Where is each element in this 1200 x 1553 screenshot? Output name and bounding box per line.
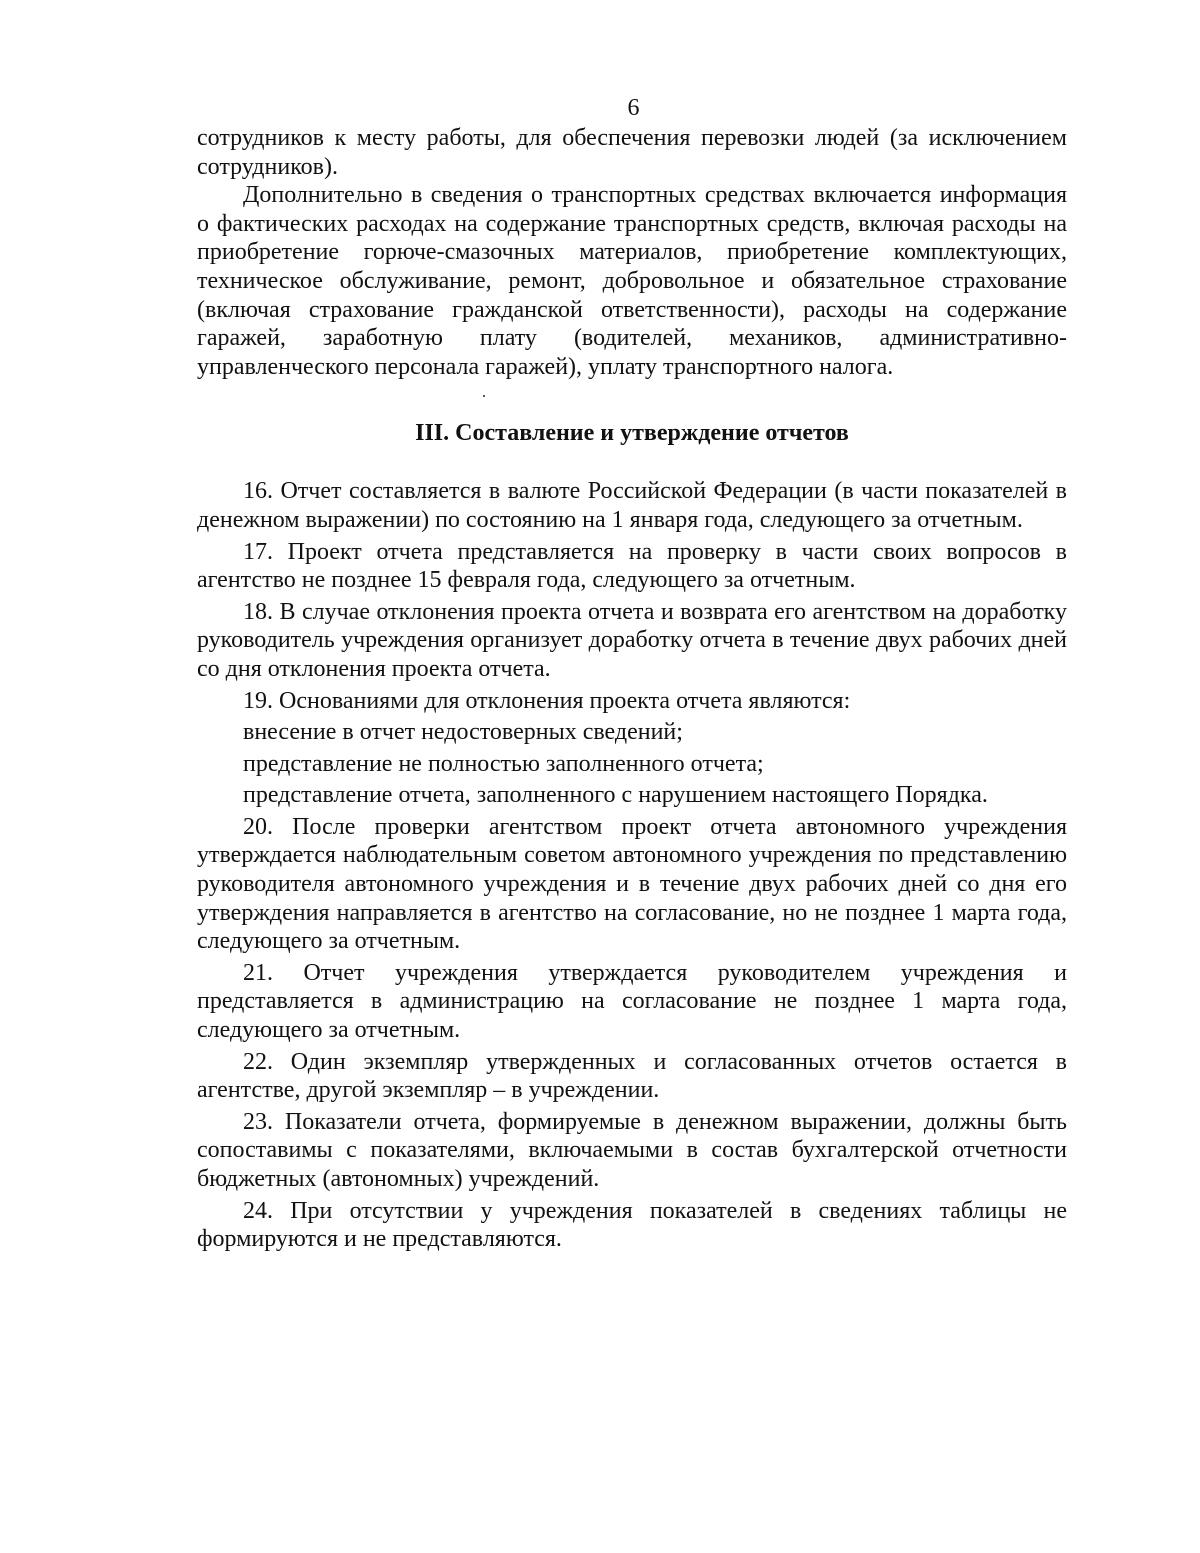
paragraph-continuation: сотрудников к месту работы, для обеспечения перевозки людей (за исключением сотрудников). [197,125,1067,180]
item-16: 16. Отчет составляется в валюте Российской Федерации (в части показателей в денежном выражении) по состоянию на 1 января года, следующего за отчетным. [197,478,1067,533]
section-heading: III. Составление и утверждение отчетов [415,420,849,447]
item-17: 17. Проект отчета представляется на проверку в части своих вопросов в агентство не позднее 15 февраля года, следующего за отчетным. [197,538,1067,594]
item-18: 18. В случае отклонения проекта отчета и возврата его агентством на доработку руководитель учреждения организует доработку отчета в течение двух рабочих дней со дня отклонения проекта отчета. [197,598,1067,682]
item-19-reason-c: представление отчета, заполненного с нарушением настоящего Порядка. [243,782,988,809]
document-body [197,124,1067,1254]
item-19: 19. Основаниями для отклонения проекта отчета являются: [243,687,851,714]
item-20: 20. После проверки агентством проект отчета автономного учреждения утверждается наблюдательным советом автономного учреждения по представлению руководителя автономного учреждения и в течение двух рабочих дней со дня его утверждения направляется в агентство на согласование, но не позднее 1 марта года, следующего за отчетным. [197,813,1067,955]
paragraph-vehicle-expenses: Дополнительно в сведения о транспортных средствах включается информация о фактических расходах на содержание транспортных средств, включая расходы на приобретение горюче-смазочных материалов, приобретение комплектующих, техническое обслуживание, ремонт, добровольное и обязательное страхование (включая страхование гражданской ответственности), расходы на содержание гаражей, заработную плату (водителей, механиков, административно-управленческого персонала гаражей), уплату транспортного налога. [197,182,1067,380]
item-19-reason-a: внесение в отчет недостоверных сведений; [243,719,683,746]
page-number: 6 [627,95,640,121]
item-24: 24. При отсутствии у учреждения показателей в сведениях таблицы не формируются и не представляются. [197,1197,1067,1253]
item-22: 22. Один экземпляр утвержденных и согласованных отчетов остается в агентстве, другой экземпляр – в учреждении. [197,1048,1067,1104]
item-19-reason-b: представление не полностью заполненного отчета; [243,750,764,777]
item-21: 21. Отчет учреждения утверждается руководителем учреждения и представляется в администрацию на согласование не позднее 1 марта года, следующего за отчетным. [197,959,1067,1044]
item-23: 23. Показатели отчета, формируемые в денежном выражении, должны быть сопоставимы с показателями, включаемыми в состав бухгалтерской отчетности бюджетных (автономных) учреждений. [197,1108,1067,1192]
